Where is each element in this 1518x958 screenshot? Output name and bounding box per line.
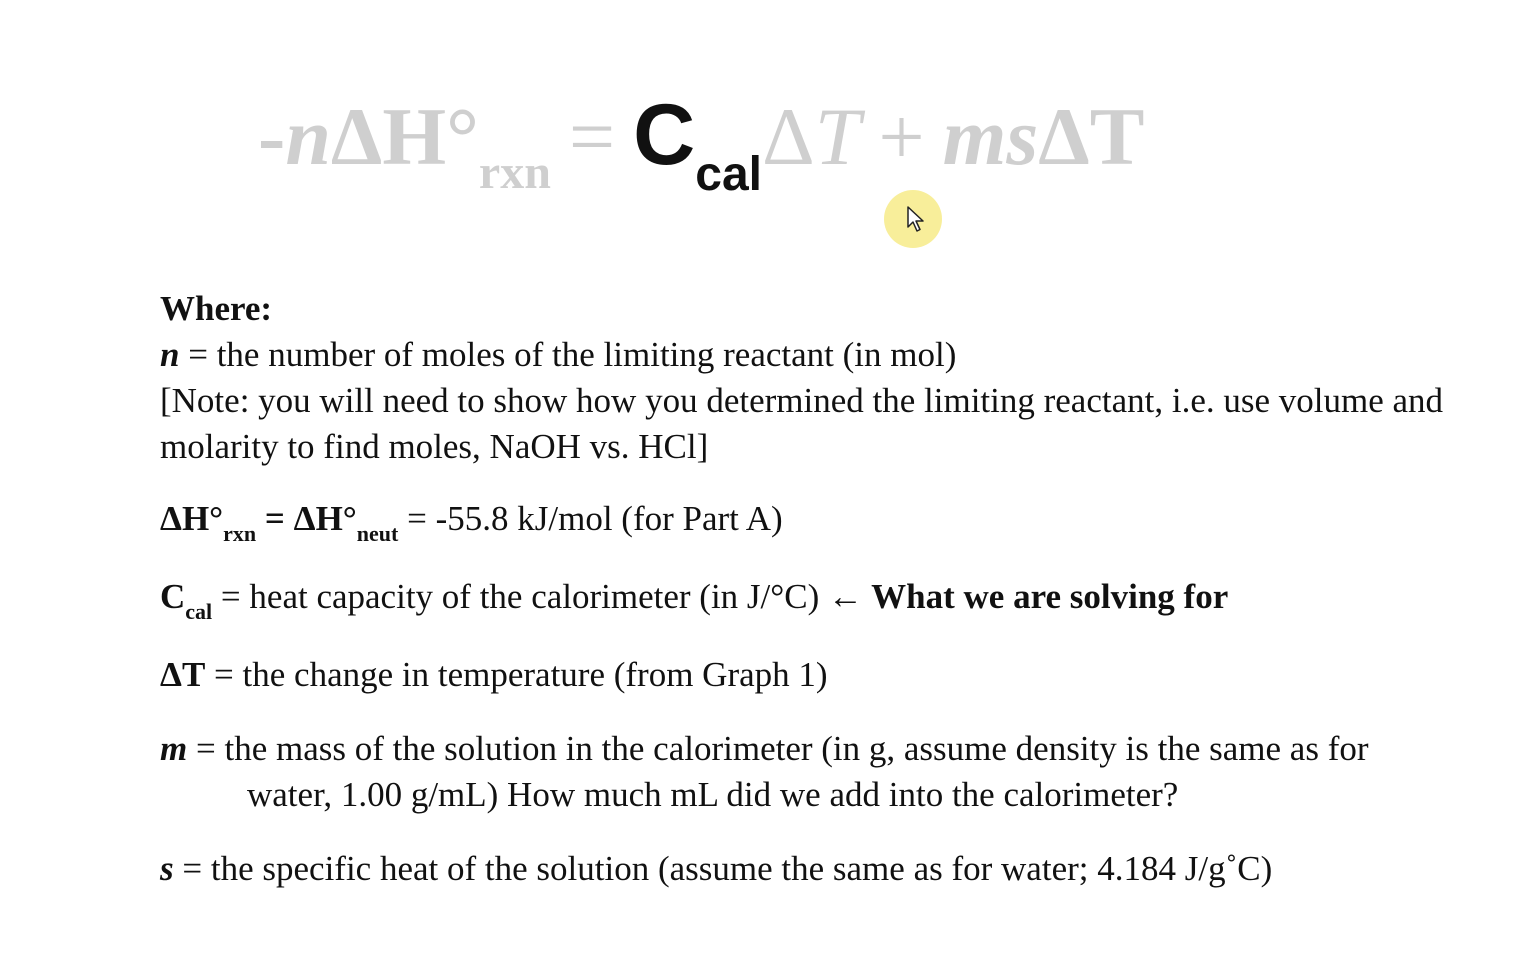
definition-s: [160, 846, 1516, 892]
eq-delta-t-end: ΔT: [1038, 91, 1145, 182]
variable-definitions: [160, 286, 1516, 892]
eq-equals: =: [568, 91, 616, 182]
s-symbol: s: [160, 849, 174, 888]
delta-t-definition-text: = the change in temperature (from Graph 1): [205, 655, 828, 694]
eq-delta: Δ: [762, 91, 815, 182]
definition-m: [160, 726, 1516, 818]
delta-h-rxn-symbol: ΔH°: [160, 499, 224, 538]
eq-ms-symbol: ms: [942, 91, 1039, 182]
ccal-definition-text: = heat capacity of the calorimeter (in J/°C): [212, 577, 829, 616]
delta-h-equals: =: [256, 499, 294, 538]
eq-plus: +: [878, 91, 925, 182]
delta-t-symbol: ΔT: [160, 655, 206, 694]
eq-n-symbol: n: [285, 91, 331, 182]
eq-cal-subscript: cal: [695, 148, 762, 201]
eq-t-symbol: T: [814, 91, 861, 182]
eq-rxn-subscript: rxn: [478, 146, 551, 199]
solving-for-emphasis: What we are solving for: [863, 577, 1229, 616]
m-definition-line1: = the mass of the solution in the calorimeter (in g, assume density is the same as for: [187, 729, 1369, 768]
m-definition-line2: water, 1.00 g/mL) How much mL did we add into the calorimeter?: [247, 775, 1179, 814]
definition-delta-h: [160, 496, 1516, 546]
definition-n: [160, 332, 1516, 378]
mouse-pointer-icon: [906, 205, 926, 233]
m-symbol: m: [160, 729, 188, 768]
where-label: Where:: [160, 289, 273, 328]
eq-c-symbol: C: [633, 87, 696, 183]
eq-negative-sign: -: [258, 91, 286, 182]
heat-balance-equation: [258, 87, 1258, 212]
s-definition-text: = the specific heat of the solution (assume the same as for water; 4.184 J/g˚C): [173, 849, 1273, 888]
rxn-subscript: rxn: [223, 521, 257, 546]
eq-delta-h: ΔH°: [330, 91, 479, 182]
neut-subscript: neut: [356, 521, 399, 546]
n-symbol: n: [160, 335, 180, 374]
delta-h-neut-symbol: ΔH°: [293, 499, 357, 538]
left-arrow-icon: ←: [828, 577, 864, 616]
delta-h-value: = -55.8 kJ/mol (for Part A): [398, 499, 783, 538]
ccal-symbol: C: [160, 577, 186, 616]
limiting-reactant-note: [Note: you will need to show how you determined the limiting reactant, i.e. use volume and molarity to find moles, NaOH vs. HCl]: [160, 381, 1444, 466]
definition-delta-t: [160, 652, 1516, 698]
n-definition-text: = the number of moles of the limiting reactant (in mol): [179, 335, 957, 374]
definition-ccal: [160, 574, 1516, 624]
cal-subscript: cal: [185, 599, 213, 624]
